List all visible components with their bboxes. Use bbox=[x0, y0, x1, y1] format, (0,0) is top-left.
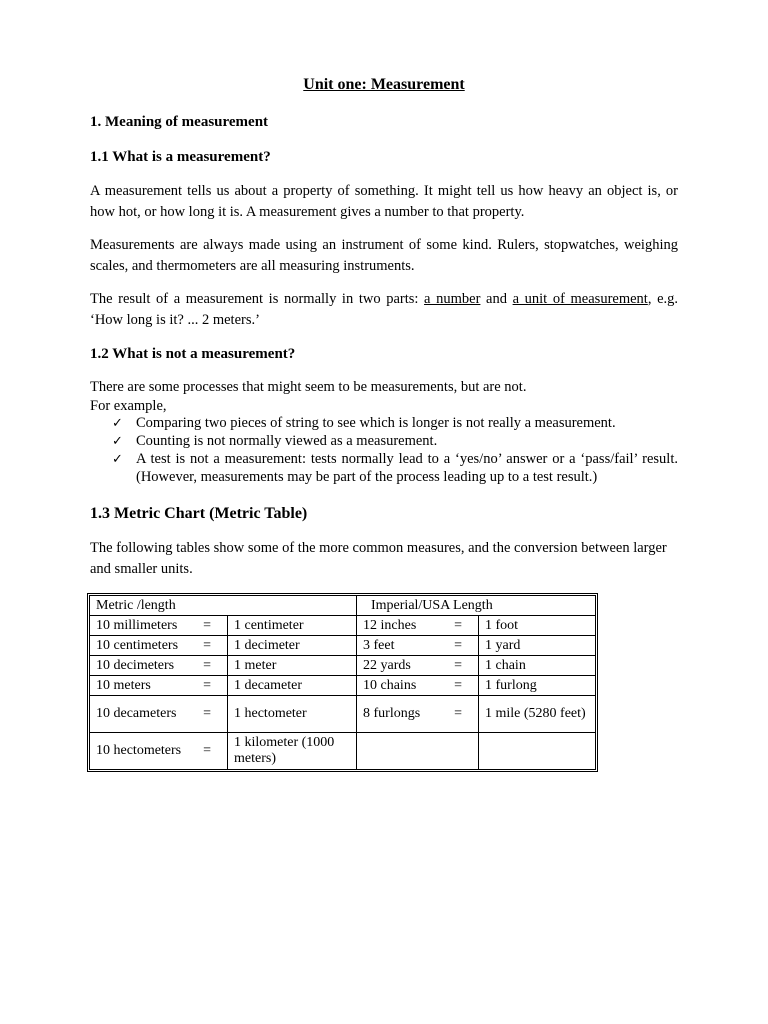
metric-to-cell: 1 hectometer bbox=[228, 696, 357, 733]
section-heading-meaning: 1. Meaning of measurement bbox=[90, 114, 269, 130]
table-row bbox=[90, 733, 595, 769]
list-item-text: A test is not a measurement: tests normally lead to a ‘yes/no’ answer or a ‘pass/fail’ result. (However, measurements may be part of the process leading up to a test result.) bbox=[136, 451, 678, 485]
header-metric: Metric /length bbox=[90, 596, 357, 616]
metric-to-cell: 1 meter bbox=[228, 656, 357, 676]
section-heading-not-measurement: 1.2 What is not a measurement? bbox=[90, 346, 296, 362]
metric-to-cell: 1 decameter bbox=[228, 676, 357, 696]
two-parts-text-start: The result of a measurement is normally in two parts: bbox=[90, 291, 425, 307]
metric-to-cell: 1 kilometer (1000 meters) bbox=[228, 733, 357, 769]
table-row bbox=[90, 696, 595, 733]
underlined-a-number: a number bbox=[424, 291, 481, 307]
imperial-from-cell: 10 chains = bbox=[357, 676, 479, 696]
list-item-text: Counting is not normally viewed as a measurement. bbox=[136, 433, 438, 449]
imperial-to-cell: 1 foot bbox=[479, 616, 595, 636]
metric-from-cell: 10 decameters = bbox=[90, 696, 228, 733]
metric-from-cell: 10 decimeters = bbox=[90, 656, 228, 676]
checkmark-icon: ✓ bbox=[112, 433, 123, 448]
table-row bbox=[90, 656, 595, 676]
table-row bbox=[90, 676, 595, 696]
metric-from-cell: 10 hectometers = bbox=[90, 733, 228, 769]
metric-table bbox=[87, 593, 598, 772]
metric-from-cell: 10 millimeters = bbox=[90, 616, 228, 636]
imperial-to-cell: 1 furlong bbox=[479, 676, 595, 696]
underlined-unit-of-measurement: a unit of measurement bbox=[512, 291, 648, 307]
list-item-text: Comparing two pieces of string to see which is longer is not really a measurement. bbox=[136, 415, 616, 431]
paragraph-two-parts bbox=[90, 289, 678, 331]
paragraph-instruments: Measurements are always made using an instrument of some kind. Rulers, stopwatches, weighing scales, and thermometers are all measuring instruments. bbox=[90, 237, 678, 274]
table-row bbox=[90, 636, 595, 656]
imperial-from-cell bbox=[357, 733, 479, 769]
page-title: Unit one: Measurement bbox=[303, 76, 465, 93]
table-row bbox=[90, 616, 595, 636]
two-parts-text-mid: and bbox=[480, 291, 513, 307]
paragraph-processes: There are some processes that might seem to be measurements, but are not. bbox=[90, 379, 527, 395]
checkmark-icon: ✓ bbox=[112, 415, 123, 430]
imperial-from-cell: 22 yards = bbox=[357, 656, 479, 676]
metric-to-cell: 1 centimeter bbox=[228, 616, 357, 636]
imperial-to-cell: 1 chain bbox=[479, 656, 595, 676]
paragraph-for-example: For example, bbox=[90, 398, 167, 414]
two-parts-text-end: , e.g. ‘How long is it? ... 2 meters.’ bbox=[90, 291, 679, 328]
imperial-to-cell: 1 mile (5280 feet) bbox=[479, 696, 595, 733]
imperial-from-cell: 3 feet = bbox=[357, 636, 479, 656]
imperial-to-cell: 1 yard bbox=[479, 636, 595, 656]
metric-from-cell: 10 centimeters = bbox=[90, 636, 228, 656]
section-heading-what-is: 1.1 What is a measurement? bbox=[90, 149, 271, 165]
metric-to-cell: 1 decimeter bbox=[228, 636, 357, 656]
table-header-row bbox=[90, 596, 595, 616]
list-item bbox=[112, 450, 678, 486]
not-measurement-list bbox=[112, 414, 678, 486]
checkmark-icon: ✓ bbox=[112, 451, 123, 466]
section-heading-metric-chart: 1.3 Metric Chart (Metric Table) bbox=[90, 505, 308, 522]
header-imperial: Imperial/USA Length bbox=[357, 596, 595, 616]
paragraph-definition: A measurement tells us about a property of something. It might tell us how heavy an object is, or how hot, or how long it is. A measurement gives a number to that property. bbox=[90, 183, 678, 220]
metric-from-cell: 10 meters = bbox=[90, 676, 228, 696]
imperial-to-cell bbox=[479, 733, 595, 769]
list-item bbox=[112, 414, 678, 432]
imperial-from-cell: 12 inches = bbox=[357, 616, 479, 636]
imperial-from-cell: 8 furlongs = bbox=[357, 696, 479, 733]
paragraph-tables-intro: The following tables show some of the more common measures, and the conversion between larger and smaller units. bbox=[90, 540, 667, 577]
list-item bbox=[112, 432, 678, 450]
